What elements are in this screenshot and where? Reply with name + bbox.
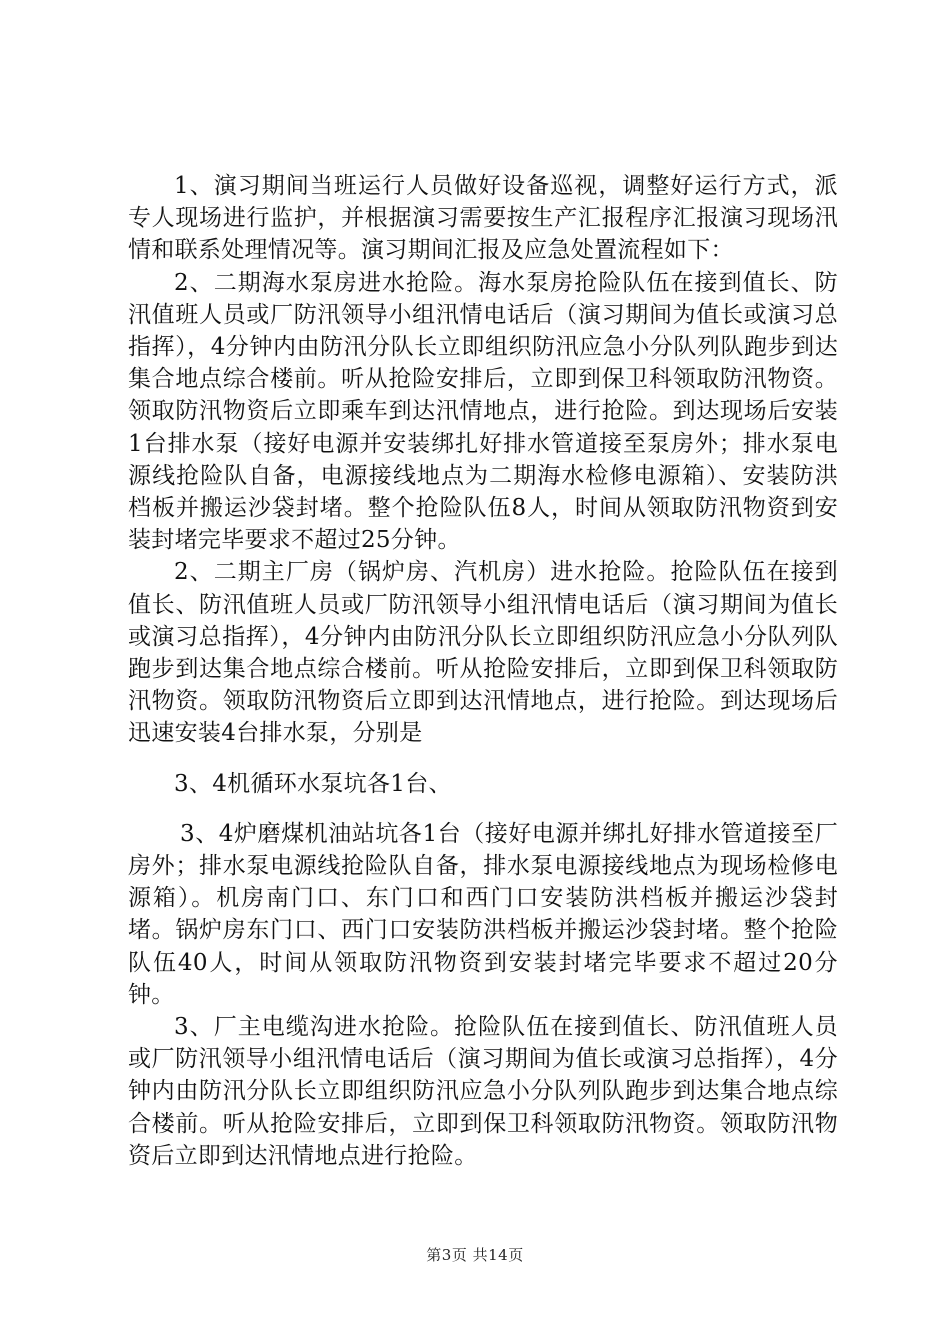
paragraph-coal-mill-oil-station: 3、4炉磨煤机油站坑各1台（接好电源并绑扎好排水管道接至厂房外；排水泵电源线抢险队自备，排水泵电源接线地点为现场检修电源箱）。机房南门口、东门口和西门口安装防洪档板并搬运沙袋封堵。锅炉房东门口、西门口安装防洪档板并搬运沙袋封堵。整个抢险队伍40人，时间从领取防汛物资到安装封堵完毕要求不超过20分钟。 (128, 820, 838, 1008)
paragraph-seawater-pump-house: 2、二期海水泵房进水抢险。海水泵房抢险队伍在接到值长、防汛值班人员或厂防汛领导小组汛情电话后（演习期间为值长或演习总指挥），4分钟内由防汛分队长立即组织防汛应急小分队列队跑步到达集合地点综合楼前。听从抢险安排后，立即到保卫科领取防汛物资。领取防汛物资后立即乘车到达汛情地点，进行抢险。到达现场后安装1台排水泵（接好电源并安装绑扎好排水管道接至泵房外；排水泵电源线抢险队自备，电源接线地点为二期海水检修电源箱）、安装防洪档板并搬运沙袋封堵。整个抢险队伍8人，时间从领取防汛物资到安装封堵完毕要求不超过25分钟。 (128, 269, 838, 554)
paragraph-cable-trench: 3、厂主电缆沟进水抢险。抢险队伍在接到值长、防汛值班人员或厂防汛领导小组汛情电话后（演习期间为值长或演习总指挥），4分钟内由防汛分队长立即组织防汛应急小分队列队跑步到达集合地点综合楼前。听从抢险安排后，立即到保卫科领取防汛物资。领取防汛物资后立即到达汛情地点进行抢险。 (128, 1014, 838, 1169)
page-number-footer: 第3页 共14页 (426, 1246, 524, 1264)
document-body (128, 170, 838, 1172)
paragraph-drill-duty-monitoring: 1、演习期间当班运行人员做好设备巡视，调整好运行方式，派专人现场进行监护，并根据演习需要按生产汇报程序汇报演习现场汛情和联系处理情况等。演习期间汇报及应急处置流程如下： (128, 173, 838, 264)
paragraph-circulating-pump-pit: 3、4机循环水泵坑各1台、 (174, 770, 452, 797)
paragraph-main-plant-building: 2、二期主厂房（锅炉房、汽机房）进水抢险。抢险队伍在接到值长、防汛值班人员或厂防汛领导小组汛情电话后（演习期间为值长或演习总指挥），4分钟内由防汛分队长立即组织防汛应急小分队列队跑步到达集合地点综合楼前。听从抢险安排后，立即到保卫科领取防汛物资。领取防汛物资后立即到达汛情地点，进行抢险。到达现场后迅速安装4台排水泵，分别是 (128, 559, 838, 747)
